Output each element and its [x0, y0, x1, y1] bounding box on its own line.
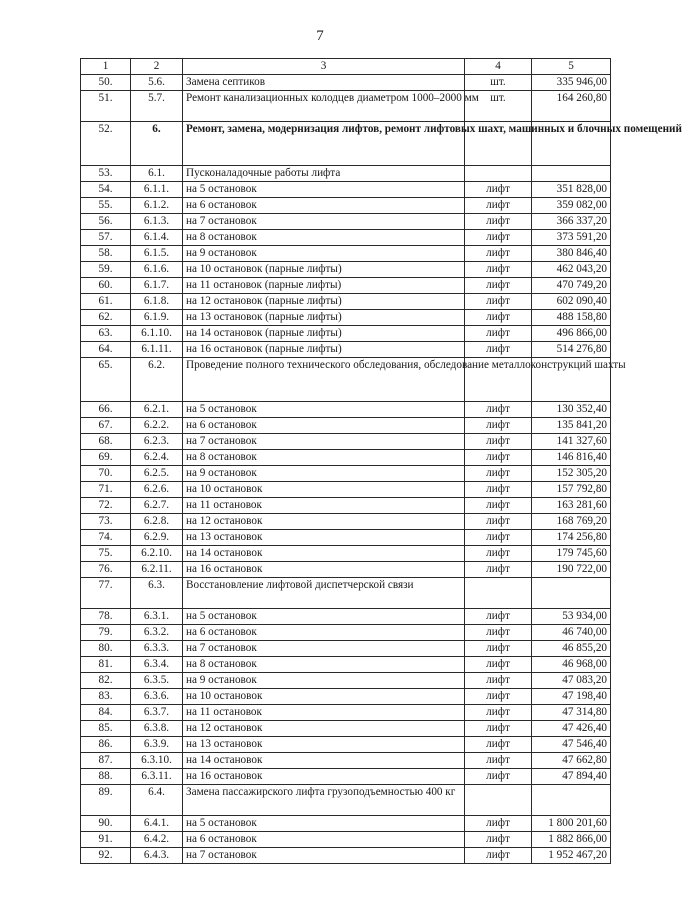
row-description: на 9 остановок — [183, 673, 465, 689]
table-row — [81, 721, 611, 737]
row-unit: лифт — [465, 214, 532, 230]
row-code: 6.3.3. — [131, 641, 183, 657]
table-row — [81, 705, 611, 721]
row-unit: лифт — [465, 230, 532, 246]
row-unit: лифт — [465, 342, 532, 358]
row-unit: лифт — [465, 816, 532, 832]
row-unit: лифт — [465, 294, 532, 310]
row-unit: лифт — [465, 625, 532, 641]
row-number: 81. — [81, 657, 131, 673]
row-unit: лифт — [465, 514, 532, 530]
row-price: 1 952 467,20 — [532, 848, 611, 864]
row-code: 6.3.11. — [131, 769, 183, 785]
row-code: 6.2. — [131, 358, 183, 402]
row-unit — [465, 166, 532, 182]
page-number: 7 — [316, 28, 324, 44]
row-description: на 10 остановок — [183, 689, 465, 705]
row-unit: лифт — [465, 609, 532, 625]
row-number: 54. — [81, 182, 131, 198]
row-price: 470 749,20 — [532, 278, 611, 294]
row-description: на 13 остановок — [183, 737, 465, 753]
row-code: 5.6. — [131, 75, 183, 91]
table-row — [81, 182, 611, 198]
row-price: 1 800 201,60 — [532, 816, 611, 832]
row-code: 6.1.7. — [131, 278, 183, 294]
table-row — [81, 166, 611, 182]
row-code: 6.2.1. — [131, 402, 183, 418]
table-row — [81, 310, 611, 326]
table-row — [81, 848, 611, 864]
row-description: на 6 остановок — [183, 625, 465, 641]
row-description: на 11 остановок (парные лифты) — [183, 278, 465, 294]
row-price: 47 426,40 — [532, 721, 611, 737]
row-code: 6.1.9. — [131, 310, 183, 326]
row-code: 6.3.7. — [131, 705, 183, 721]
row-unit: шт. — [465, 91, 532, 122]
row-number: 78. — [81, 609, 131, 625]
row-unit: лифт — [465, 546, 532, 562]
row-code: 6.4.3. — [131, 848, 183, 864]
row-code: 6.3.8. — [131, 721, 183, 737]
row-number: 52. — [81, 122, 131, 166]
row-price — [532, 166, 611, 182]
header-col-2: 2 — [131, 59, 183, 75]
row-price: 47 894,40 — [532, 769, 611, 785]
row-description: Ремонт канализационных колодцев диаметром 1000–2000 мм — [183, 91, 465, 122]
row-description: Замена септиков — [183, 75, 465, 91]
table-row — [81, 402, 611, 418]
row-number: 92. — [81, 848, 131, 864]
row-price: 47 083,20 — [532, 673, 611, 689]
table-row — [81, 246, 611, 262]
row-description: Замена пассажирского лифта грузоподъемностью 400 кг — [183, 785, 465, 816]
row-price: 46 968,00 — [532, 657, 611, 673]
table-row — [81, 769, 611, 785]
table-row — [81, 657, 611, 673]
row-unit: лифт — [465, 530, 532, 546]
row-description: на 11 остановок — [183, 498, 465, 514]
header-col-3: 3 — [183, 59, 465, 75]
row-unit: лифт — [465, 402, 532, 418]
row-price: 47 662,80 — [532, 753, 611, 769]
row-number: 75. — [81, 546, 131, 562]
row-description: Ремонт, замена, модернизация лифтов, ремонт лифтовых шахт, машинных и блочных помещений — [183, 122, 465, 166]
row-code: 6.2.7. — [131, 498, 183, 514]
row-price: 47 546,40 — [532, 737, 611, 753]
row-description: на 12 остановок (парные лифты) — [183, 294, 465, 310]
row-description: Восстановление лифтовой диспетчерской связи — [183, 578, 465, 609]
row-code: 6.2.8. — [131, 514, 183, 530]
row-code: 6.3.10. — [131, 753, 183, 769]
row-code: 6.1.5. — [131, 246, 183, 262]
row-description: на 6 остановок — [183, 198, 465, 214]
row-description: на 7 остановок — [183, 641, 465, 657]
row-description: на 6 остановок — [183, 418, 465, 434]
table-header-row — [81, 59, 611, 75]
row-number: 87. — [81, 753, 131, 769]
row-code: 6.3. — [131, 578, 183, 609]
row-description: на 8 остановок — [183, 230, 465, 246]
row-number: 80. — [81, 641, 131, 657]
row-description: на 13 остановок — [183, 530, 465, 546]
row-price: 190 722,00 — [532, 562, 611, 578]
row-code: 6.4.2. — [131, 832, 183, 848]
row-code: 6.1.10. — [131, 326, 183, 342]
row-price: 488 158,80 — [532, 310, 611, 326]
row-unit: лифт — [465, 434, 532, 450]
row-unit: лифт — [465, 641, 532, 657]
row-price: 130 352,40 — [532, 402, 611, 418]
row-price: 179 745,60 — [532, 546, 611, 562]
table-row — [81, 91, 611, 122]
row-description: на 9 остановок — [183, 246, 465, 262]
row-price: 335 946,00 — [532, 75, 611, 91]
table-row — [81, 122, 611, 166]
row-number: 58. — [81, 246, 131, 262]
row-unit: лифт — [465, 466, 532, 482]
row-number: 59. — [81, 262, 131, 278]
row-code: 6.1.3. — [131, 214, 183, 230]
table-row — [81, 434, 611, 450]
table-row — [81, 673, 611, 689]
row-unit: лифт — [465, 450, 532, 466]
row-unit: лифт — [465, 753, 532, 769]
row-number: 65. — [81, 358, 131, 402]
table-row — [81, 530, 611, 546]
row-code: 6.2.9. — [131, 530, 183, 546]
row-number: 53. — [81, 166, 131, 182]
row-unit — [465, 785, 532, 816]
row-description: на 7 остановок — [183, 848, 465, 864]
row-price: 163 281,60 — [532, 498, 611, 514]
table-row — [81, 609, 611, 625]
table-row — [81, 737, 611, 753]
table-row — [81, 816, 611, 832]
table-row — [81, 342, 611, 358]
row-code: 6.2.5. — [131, 466, 183, 482]
row-description: на 12 остановок — [183, 721, 465, 737]
row-unit — [465, 578, 532, 609]
row-number: 70. — [81, 466, 131, 482]
row-unit: лифт — [465, 182, 532, 198]
row-code: 6.1.6. — [131, 262, 183, 278]
row-code: 6.3.9. — [131, 737, 183, 753]
row-number: 62. — [81, 310, 131, 326]
table-row — [81, 641, 611, 657]
row-description: на 7 остановок — [183, 434, 465, 450]
row-price: 514 276,80 — [532, 342, 611, 358]
row-unit: лифт — [465, 310, 532, 326]
header-col-4: 4 — [465, 59, 532, 75]
row-number: 84. — [81, 705, 131, 721]
row-description: на 9 остановок — [183, 466, 465, 482]
row-price: 602 090,40 — [532, 294, 611, 310]
row-price: 46 855,20 — [532, 641, 611, 657]
row-number: 66. — [81, 402, 131, 418]
row-number: 71. — [81, 482, 131, 498]
row-number: 56. — [81, 214, 131, 230]
row-number: 90. — [81, 816, 131, 832]
row-description: на 8 остановок — [183, 657, 465, 673]
row-price: 46 740,00 — [532, 625, 611, 641]
row-description: на 16 остановок — [183, 562, 465, 578]
row-description: на 16 остановок — [183, 769, 465, 785]
table-row — [81, 75, 611, 91]
row-unit: лифт — [465, 737, 532, 753]
row-description: на 14 остановок — [183, 753, 465, 769]
table-row — [81, 498, 611, 514]
row-unit: лифт — [465, 326, 532, 342]
row-code: 6.4.1. — [131, 816, 183, 832]
row-unit: лифт — [465, 246, 532, 262]
row-description: на 5 остановок — [183, 402, 465, 418]
row-unit: лифт — [465, 562, 532, 578]
row-code: 6.1.1. — [131, 182, 183, 198]
row-code: 6. — [131, 122, 183, 166]
row-description: на 5 остановок — [183, 816, 465, 832]
row-unit: лифт — [465, 673, 532, 689]
row-number: 82. — [81, 673, 131, 689]
row-description: на 8 остановок — [183, 450, 465, 466]
row-price: 164 260,80 — [532, 91, 611, 122]
table-row — [81, 562, 611, 578]
table-row — [81, 482, 611, 498]
row-number: 88. — [81, 769, 131, 785]
table-row — [81, 214, 611, 230]
row-price: 47 314,80 — [532, 705, 611, 721]
row-price: 496 866,00 — [532, 326, 611, 342]
row-price: 157 792,80 — [532, 482, 611, 498]
row-description: на 12 остановок — [183, 514, 465, 530]
row-number: 85. — [81, 721, 131, 737]
row-number: 79. — [81, 625, 131, 641]
price-table — [80, 58, 682, 864]
row-description: на 11 остановок — [183, 705, 465, 721]
row-code: 6.1.11. — [131, 342, 183, 358]
row-description: на 5 остановок — [183, 609, 465, 625]
row-number: 50. — [81, 75, 131, 91]
row-code: 6.3.4. — [131, 657, 183, 673]
table-row — [81, 326, 611, 342]
row-description: Пусконаладочные работы лифта — [183, 166, 465, 182]
row-code: 6.1. — [131, 166, 183, 182]
row-code: 6.2.11. — [131, 562, 183, 578]
row-code: 6.2.10. — [131, 546, 183, 562]
header-col-1: 1 — [81, 59, 131, 75]
row-unit: лифт — [465, 482, 532, 498]
row-unit: лифт — [465, 198, 532, 214]
row-code: 6.2.4. — [131, 450, 183, 466]
row-price: 462 043,20 — [532, 262, 611, 278]
row-price: 53 934,00 — [532, 609, 611, 625]
table-row — [81, 689, 611, 705]
row-number: 69. — [81, 450, 131, 466]
row-number: 89. — [81, 785, 131, 816]
row-unit: лифт — [465, 262, 532, 278]
row-number: 76. — [81, 562, 131, 578]
row-unit: лифт — [465, 721, 532, 737]
row-description: Проведение полного технического обследования, обследование металлоконструкций шахты — [183, 358, 465, 402]
row-code: 6.1.8. — [131, 294, 183, 310]
row-description: на 14 остановок (парные лифты) — [183, 326, 465, 342]
row-unit: лифт — [465, 689, 532, 705]
row-description: на 5 остановок — [183, 182, 465, 198]
row-price: 146 816,40 — [532, 450, 611, 466]
row-code: 6.3.5. — [131, 673, 183, 689]
row-unit: лифт — [465, 657, 532, 673]
table-row — [81, 294, 611, 310]
row-price — [532, 578, 611, 609]
table-row — [81, 466, 611, 482]
row-number: 68. — [81, 434, 131, 450]
table-row — [81, 625, 611, 641]
header-col-5: 5 — [532, 59, 611, 75]
table-row — [81, 546, 611, 562]
table-row — [81, 450, 611, 466]
table-row — [81, 278, 611, 294]
row-number: 86. — [81, 737, 131, 753]
row-price: 1 882 866,00 — [532, 832, 611, 848]
row-unit: лифт — [465, 832, 532, 848]
row-number: 74. — [81, 530, 131, 546]
row-price: 141 327,60 — [532, 434, 611, 450]
row-code: 5.7. — [131, 91, 183, 122]
row-unit: шт. — [465, 75, 532, 91]
table-row — [81, 832, 611, 848]
row-description: на 6 остановок — [183, 832, 465, 848]
row-price: 47 198,40 — [532, 689, 611, 705]
row-number: 91. — [81, 832, 131, 848]
row-code: 6.3.6. — [131, 689, 183, 705]
row-unit: лифт — [465, 278, 532, 294]
row-description: на 10 остановок — [183, 482, 465, 498]
row-price — [532, 785, 611, 816]
row-number: 73. — [81, 514, 131, 530]
row-description: на 14 остановок — [183, 546, 465, 562]
row-number: 60. — [81, 278, 131, 294]
row-number: 83. — [81, 689, 131, 705]
table-body — [81, 75, 682, 864]
row-code: 6.2.3. — [131, 434, 183, 450]
table-row — [81, 358, 611, 402]
table-row — [81, 785, 611, 816]
row-code: 6.1.2. — [131, 198, 183, 214]
row-code: 6.3.2. — [131, 625, 183, 641]
row-price: 152 305,20 — [532, 466, 611, 482]
row-number: 61. — [81, 294, 131, 310]
row-unit: лифт — [465, 769, 532, 785]
row-unit: лифт — [465, 418, 532, 434]
table-row — [81, 753, 611, 769]
row-code: 6.3.1. — [131, 609, 183, 625]
row-unit: лифт — [465, 705, 532, 721]
table-row — [81, 262, 611, 278]
row-code: 6.1.4. — [131, 230, 183, 246]
row-price: 168 769,20 — [532, 514, 611, 530]
row-description: на 7 остановок — [183, 214, 465, 230]
row-number: 51. — [81, 91, 131, 122]
table-row — [81, 230, 611, 246]
row-number: 72. — [81, 498, 131, 514]
table-row — [81, 198, 611, 214]
row-number: 77. — [81, 578, 131, 609]
row-number: 67. — [81, 418, 131, 434]
row-number: 57. — [81, 230, 131, 246]
row-price: 373 591,20 — [532, 230, 611, 246]
row-code: 6.4. — [131, 785, 183, 816]
row-price: 174 256,80 — [532, 530, 611, 546]
row-number: 63. — [81, 326, 131, 342]
row-description: на 10 остановок (парные лифты) — [183, 262, 465, 278]
table-row — [81, 514, 611, 530]
row-code: 6.2.6. — [131, 482, 183, 498]
row-unit: лифт — [465, 498, 532, 514]
row-number: 64. — [81, 342, 131, 358]
row-price: 366 337,20 — [532, 214, 611, 230]
row-description: на 13 остановок (парные лифты) — [183, 310, 465, 326]
row-unit: лифт — [465, 848, 532, 864]
table-row — [81, 418, 611, 434]
table-row — [81, 578, 611, 609]
row-description: на 16 остановок (парные лифты) — [183, 342, 465, 358]
row-price: 359 082,00 — [532, 198, 611, 214]
row-price: 351 828,00 — [532, 182, 611, 198]
row-price: 135 841,20 — [532, 418, 611, 434]
row-number: 55. — [81, 198, 131, 214]
row-price: 380 846,40 — [532, 246, 611, 262]
row-code: 6.2.2. — [131, 418, 183, 434]
